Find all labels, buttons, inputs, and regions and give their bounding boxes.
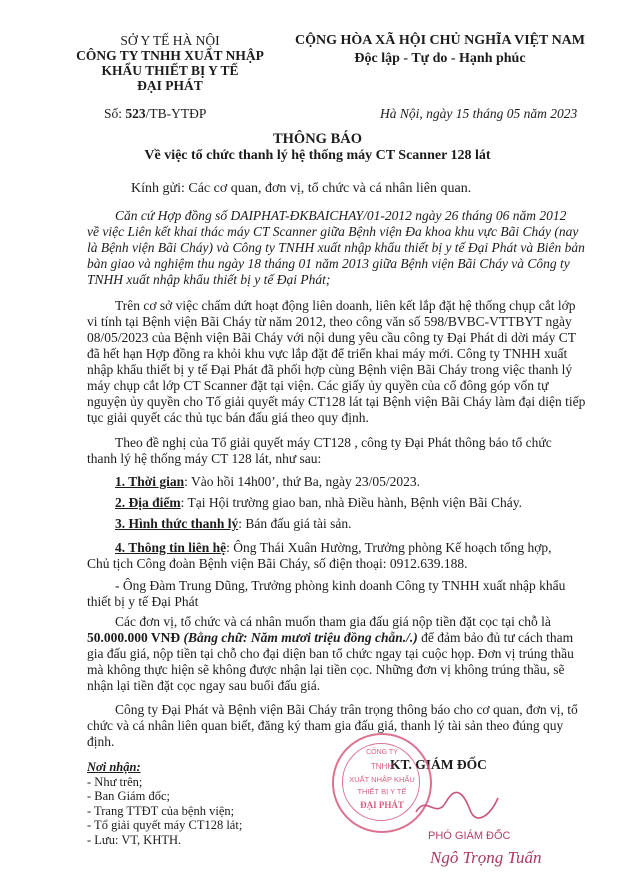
document-number: Số: 523/TB-YTĐP bbox=[104, 106, 207, 121]
national-header bbox=[270, 33, 610, 67]
document-subtitle: Về việc tổ chức thanh lý hệ thống máy CT Scanner 128 lát bbox=[144, 148, 491, 163]
document-title: THÔNG BÁO bbox=[272, 131, 363, 147]
legal-basis: Căn cứ Hợp đồng số DAIPHAT-ĐKBAICHAY/01-2012 ngày 26 tháng 06 năm 2012 về việc Liên kết khai thác máy CT Scanner giữa Bệnh viện Đa khoa khu vực Bãi Cháy (nay là Bệnh viện Bãi Cháy) và Công ty TNHH xuất nhập khẩu thiết bị y tế Đại Phát và Biên bản bàn giao và nghiệm thu ngày 18 tháng 01 năm 2013 giữa Bệnh viện Bãi Cháy và Công ty TNHH xuất nhập khẩu thiết bị y tế Đại Phát; bbox=[87, 208, 585, 287]
recipients bbox=[87, 760, 242, 847]
signature-scribble bbox=[412, 790, 502, 820]
recipient-item: - Như trên; bbox=[87, 774, 143, 789]
item-time: 1. Thời gian: Vào hồi 14h00’, thứ Ba, ngày 23/05/2023. bbox=[115, 474, 420, 489]
date-line: Hà Nội, ngày 15 tháng 05 năm 2023 bbox=[380, 106, 578, 121]
deposit-paragraph: Các đơn vị, tổ chức và cá nhân muốn tham gia đấu giá nộp tiền đặt cọc tại chỗ là 50.000.000 VNĐ (Bằng chữ: Năm mươi triệu đồng chẵn./.) để đảm bảo đủ tư cách tham gia đấu giá, nộp tiền tại chỗ cho đại diện ban tổ chức ngay tại cuộc họp. Đơn vị trúng thầu mà không thực hiện sẽ không được nhận lại tiền cọc. Những đơn vị không trúng thầu, sẽ nhận lại tiền đặt cọc ngay sau buổi đấu giá. bbox=[87, 614, 574, 693]
company-name-line1: CÔNG TY TNHH XUẤT NHẬP bbox=[76, 48, 264, 63]
national-title: CỘNG HÒA XÃ HỘI CHỦ NGHĨA VIỆT NAM bbox=[294, 33, 585, 48]
agency-parent: SỞ Y TẾ HÀ NỘI bbox=[120, 33, 220, 48]
deposit-amount: 50.000.000 VNĐ bbox=[87, 630, 181, 645]
body-paragraph-2: Theo đề nghị của Tổ giải quyết máy CT128 , công ty Đại Phát thông báo tổ chức thanh lý hệ thống máy CT 128 lát, như sau: bbox=[87, 435, 552, 466]
company-name-line2: KHẨU THIẾT BỊ Y TẾ bbox=[101, 63, 239, 78]
recipient-item: - Tổ giải quyết máy CT128 lát; bbox=[87, 818, 243, 832]
signature-subrole: PHÓ GIÁM ĐỐC bbox=[428, 830, 511, 842]
closing-paragraph: Công ty Đại Phát và Bệnh viện Bãi Cháy trân trọng thông báo cho cơ quan, đơn vị, tổ chức và cá nhân liên quan biết, đăng ký tham gia đấu giá, thanh lý tài sản theo đúng quy định. bbox=[87, 702, 578, 749]
signature-role: KT. GIÁM ĐỐC bbox=[390, 757, 487, 772]
item-contact: 4. Thông tin liên hệ: Ông Thái Xuân Hường, Trưởng phòng Kế hoạch tổng hợp, Chủ tịch Công đoàn Bệnh viện Bãi Cháy, số điện thoại: 0912.639.188. bbox=[87, 540, 552, 571]
issuer-block bbox=[60, 33, 280, 93]
signatory-name: Ngô Trọng Tuấn bbox=[430, 848, 542, 867]
recipient-item: - Lưu: VT, KHTH. bbox=[87, 832, 182, 847]
company-name-line3: ĐẠI PHÁT bbox=[137, 78, 203, 93]
recipients-title: Nơi nhận: bbox=[87, 760, 141, 774]
national-motto: Độc lập - Tự do - Hạnh phúc bbox=[354, 51, 526, 66]
item-place: 2. Địa điểm: Tại Hội trường giao ban, nhà Điều hành, Bệnh viện Bãi Cháy. bbox=[115, 495, 523, 510]
recipient-item: - Ban Giám đốc; bbox=[87, 789, 170, 803]
item-contact-2: - Ông Đàm Trung Dũng, Trưởng phòng kinh doanh Công ty TNHH xuất nhập khẩu thiết bị y tế Đại Phát bbox=[87, 578, 566, 609]
item-form: 3. Hình thức thanh lý: Bán đấu giá tài sản. bbox=[115, 516, 352, 531]
company-stamp: CÔNG TY TNHH XUẤT NHẬP KHẨU THIẾT BỊ Y TẾ ĐẠI PHÁT bbox=[332, 733, 432, 833]
greeting: Kính gửi: Các cơ quan, đơn vị, tổ chức và cá nhân liên quan. bbox=[131, 181, 472, 196]
deposit-amount-words: (Bằng chữ: Năm mươi triệu đồng chẵn./.) bbox=[183, 630, 418, 645]
body-paragraph-1: Trên cơ sở việc chấm dứt hoạt động liên doanh, liên kết lắp đặt hệ thống chụp cắt lớp vi tính tại Bệnh viện Bãi Cháy từ năm 2012, theo công văn số 598/BVBC-VTTBYT ngày 08/05/2023 của Bệnh viện Bãi Cháy với nội dung yêu cầu công ty Đại Phát di dời máy CT đã hết hạn Hợp đồng ra khỏi khu vực lắp đặt để triển khai máy mới. Công ty TNHH xuất nhập khẩu thiết bị y tế Đại Phát đã phối hợp cùng Bệnh viện Bãi Cháy trong việc thanh lý máy chụp cắt lớp CT Scanner đặt tại viện. Các giấy ủy quyền của cổ đông góp vốn tự nguyện ủy quyền cho Tổ giải quyết máy CT128 lát tại Bệnh viện Bãi Cháy làm đại diện tiếp tục giải quyết các thủ tục bán đấu giá theo quy định. bbox=[87, 298, 586, 425]
recipient-item: - Trang TTĐT của bệnh viện; bbox=[87, 803, 235, 818]
